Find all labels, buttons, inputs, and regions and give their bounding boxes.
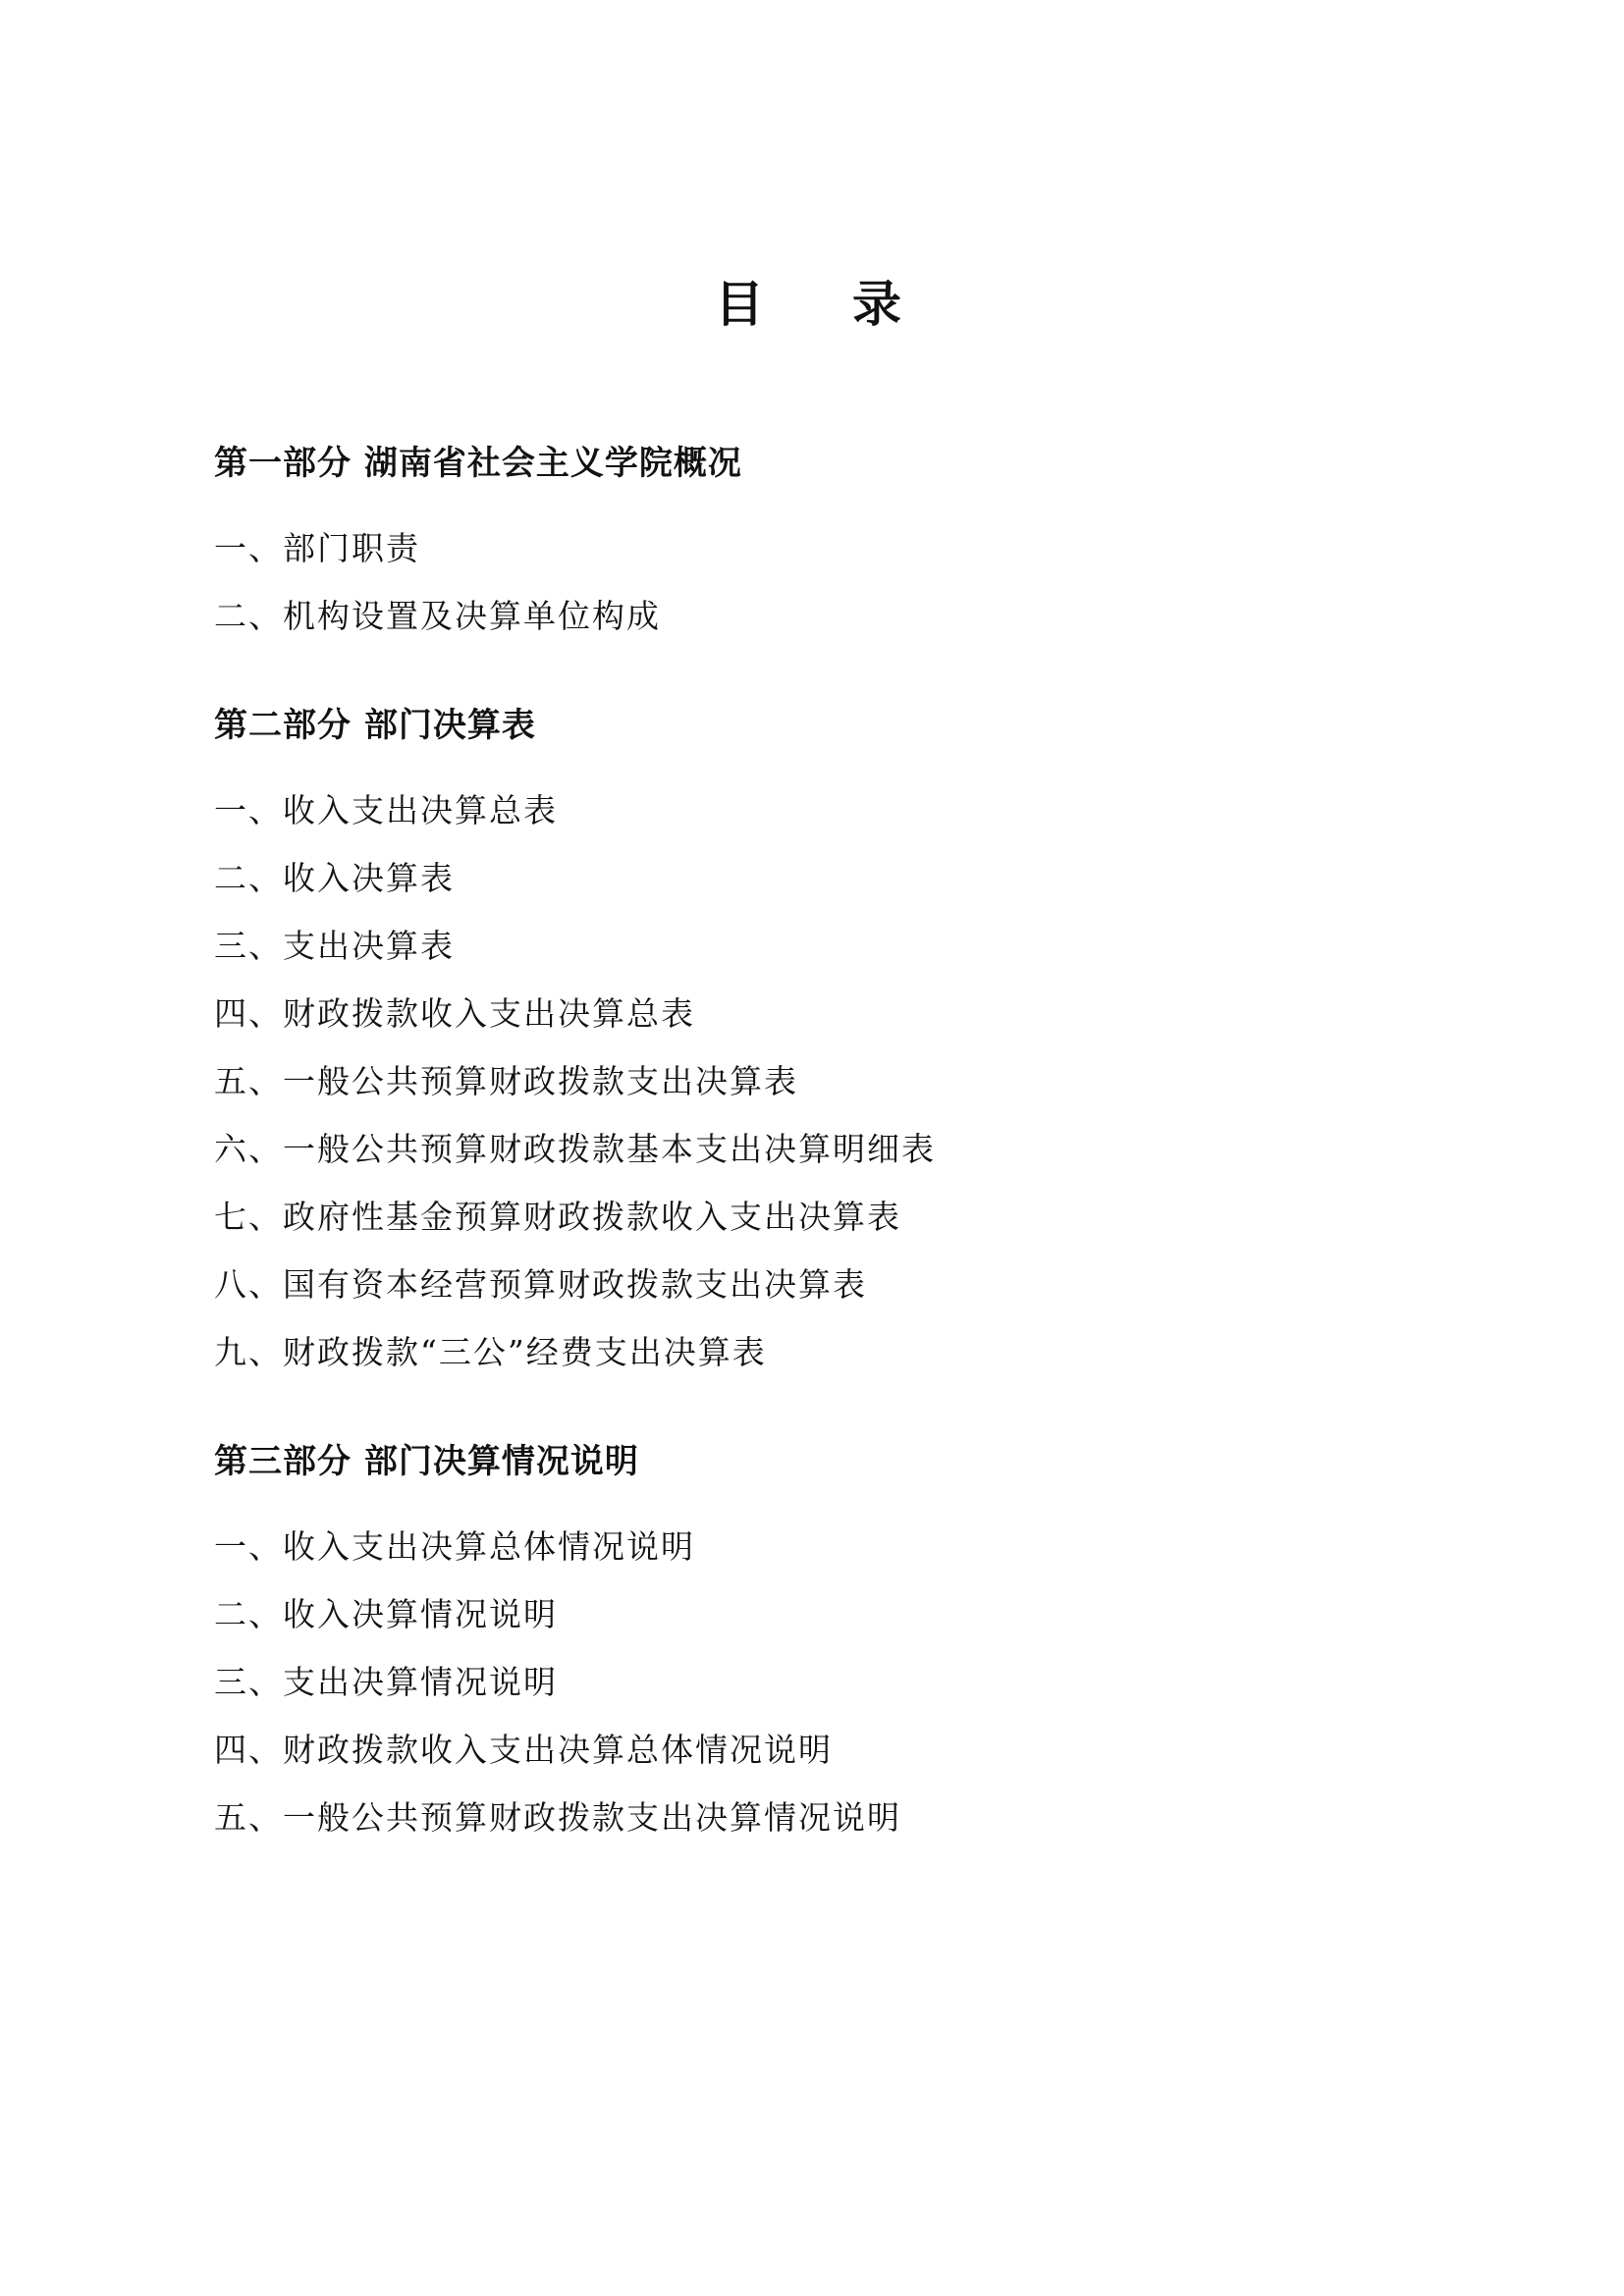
toc-entry[interactable]: 一、收入支出决算总体情况说明 bbox=[214, 1527, 695, 1566]
toc-entry[interactable]: 八、国有资本经营预算财政拨款支出决算表 bbox=[214, 1265, 867, 1304]
section-heading-part-two: 第二部分 部门决算表 bbox=[214, 706, 536, 745]
section-heading-part-three: 第三部分 部门决算情况说明 bbox=[214, 1442, 639, 1481]
toc-entry[interactable]: 四、财政拨款收入支出决算总体情况说明 bbox=[214, 1731, 833, 1769]
toc-entry[interactable]: 三、支出决算表 bbox=[214, 927, 455, 965]
toc-entry[interactable]: 五、一般公共预算财政拨款支出决算表 bbox=[214, 1062, 798, 1100]
toc-entry[interactable]: 一、收入支出决算总表 bbox=[214, 791, 558, 829]
toc-entry[interactable]: 一、部门职责 bbox=[214, 529, 420, 567]
toc-entry[interactable]: 九、财政拨款“三公”经费支出决算表 bbox=[214, 1333, 767, 1371]
toc-entry[interactable]: 三、支出决算情况说明 bbox=[214, 1663, 558, 1701]
table-of-contents bbox=[214, 0, 1422, 1839]
toc-entry[interactable]: 二、机构设置及决算单位构成 bbox=[214, 597, 661, 635]
section-heading-part-one: 第一部分 湖南省社会主义学院概况 bbox=[214, 444, 742, 483]
toc-entry[interactable]: 六、一般公共预算财政拨款基本支出决算明细表 bbox=[214, 1130, 936, 1168]
toc-entry[interactable]: 四、财政拨款收入支出决算总表 bbox=[214, 994, 695, 1033]
toc-entry[interactable]: 二、收入决算表 bbox=[214, 859, 455, 897]
toc-entry[interactable]: 二、收入决算情况说明 bbox=[214, 1595, 558, 1633]
toc-entry[interactable]: 七、政府性基金预算财政拨款收入支出决算表 bbox=[214, 1198, 901, 1236]
page-title: 目 录 bbox=[715, 276, 921, 333]
toc-entry[interactable]: 五、一般公共预算财政拨款支出决算情况说明 bbox=[214, 1798, 901, 1837]
